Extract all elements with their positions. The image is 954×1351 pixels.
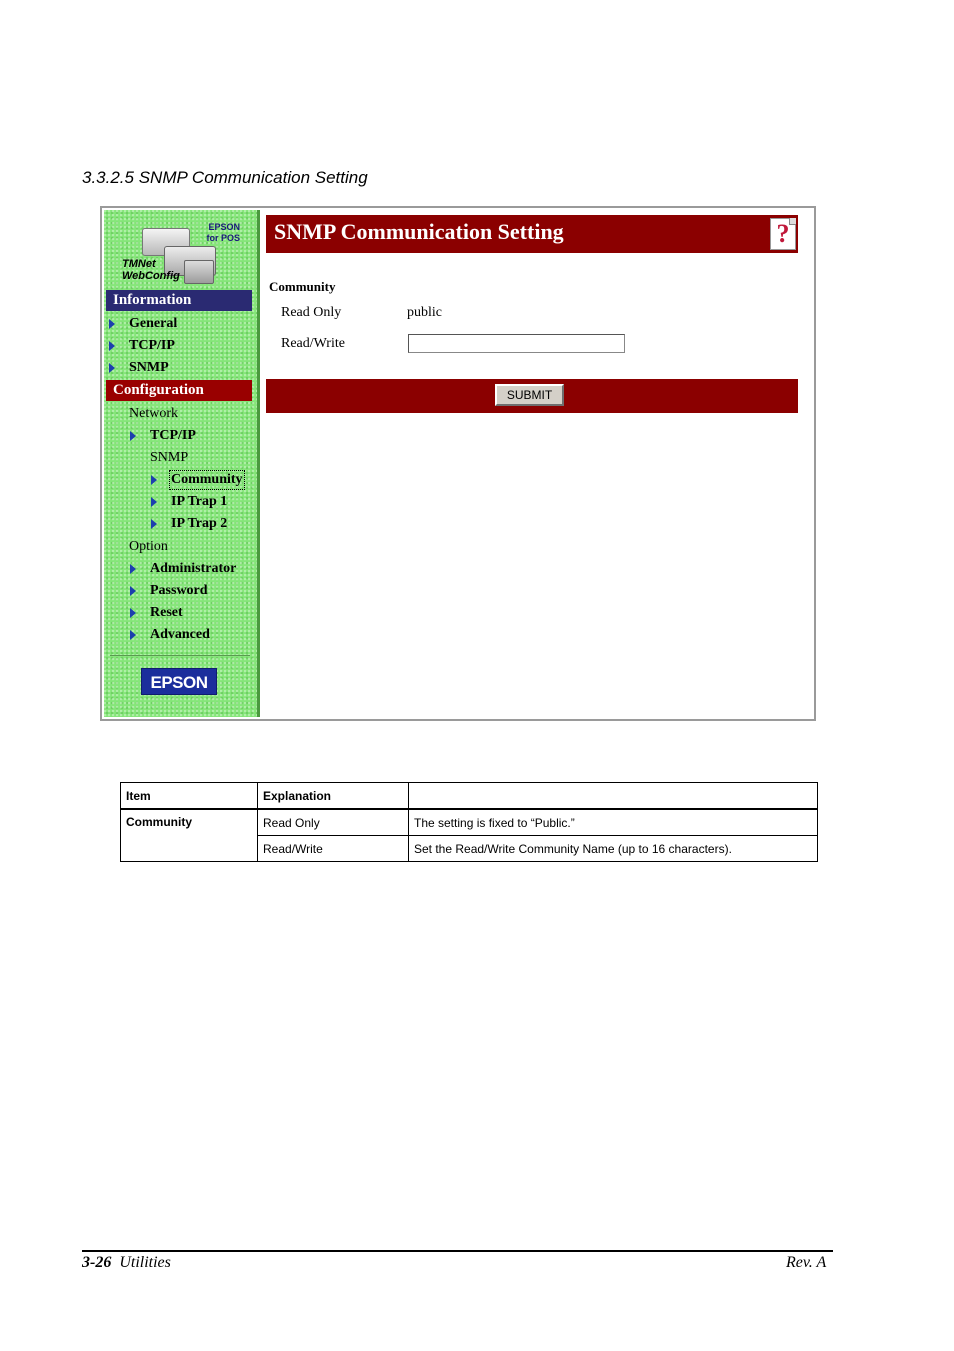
section-heading: 3.3.2.5 SNMP Communication Setting xyxy=(82,168,368,187)
read-write-label: Read/Write xyxy=(281,336,345,351)
triangle-right-icon xyxy=(130,630,136,640)
option-group-label: Option xyxy=(129,539,168,554)
table-header-explanation: Explanation xyxy=(258,783,409,810)
snmp-group-label: SNMP xyxy=(150,450,189,465)
triangle-right-icon xyxy=(109,341,115,351)
explanation-table xyxy=(120,782,818,862)
sidebar-divider xyxy=(110,655,250,656)
triangle-right-icon xyxy=(130,431,136,441)
triangle-right-icon xyxy=(130,586,136,596)
triangle-right-icon xyxy=(109,363,115,373)
table-cell-explanation: The setting is fixed to “Public.” xyxy=(409,809,818,836)
page-title: SNMP Communication Setting xyxy=(274,219,564,244)
configuration-heading: Configuration xyxy=(106,380,252,401)
page-title-bar xyxy=(266,215,798,253)
main-content xyxy=(262,210,814,717)
logo-brand: EPSON for POS xyxy=(206,222,240,243)
information-heading: Information xyxy=(106,290,252,311)
epson-logo[interactable]: EPSON xyxy=(141,668,217,695)
printer-icon xyxy=(184,260,214,284)
triangle-right-icon xyxy=(151,497,157,507)
read-write-input[interactable] xyxy=(408,334,625,353)
logo-app-name: TMNet WebConfig xyxy=(122,258,180,282)
read-only-label: Read Only xyxy=(281,305,342,320)
triangle-right-icon xyxy=(130,608,136,618)
sidebar: EPSON for POS TMNet WebConfig Information General TCP/IP SNMP Configuration Network TCP/IP SNMP Community IP Trap 1 IP Trap 2 Option Administrator Password Reset Advanced EPSON xyxy=(104,210,260,717)
table-cell-explanation: Set the Read/Write Community Name (up to 16 characters). xyxy=(409,836,818,862)
help-icon[interactable]: ? xyxy=(770,218,796,250)
read-only-value: public xyxy=(407,305,442,320)
page-number: 3-26 xyxy=(82,1254,112,1271)
table-row xyxy=(121,809,818,836)
webconfig-screenshot xyxy=(100,206,816,721)
triangle-right-icon xyxy=(130,564,136,574)
table-cell-setting: Read Only xyxy=(258,809,409,836)
table-item-community: Community xyxy=(121,809,258,862)
triangle-right-icon xyxy=(151,475,157,485)
chapter-name: Utilities xyxy=(119,1254,171,1271)
submit-bar xyxy=(266,379,798,413)
table-header-item: Item xyxy=(121,783,258,810)
table-cell-setting: Read/Write xyxy=(258,836,409,862)
tmnet-webconfig-logo xyxy=(114,216,244,290)
table-header-blank xyxy=(409,783,818,810)
footer-rule xyxy=(82,1250,833,1252)
community-section-label: Community xyxy=(269,279,336,294)
submit-button[interactable]: SUBMIT xyxy=(495,384,564,406)
triangle-right-icon xyxy=(151,519,157,529)
network-group-label: Network xyxy=(129,406,178,421)
revision-label: Rev. A xyxy=(786,1254,827,1271)
table-header-row xyxy=(121,783,818,810)
triangle-right-icon xyxy=(109,319,115,329)
footer-left xyxy=(82,1254,171,1272)
